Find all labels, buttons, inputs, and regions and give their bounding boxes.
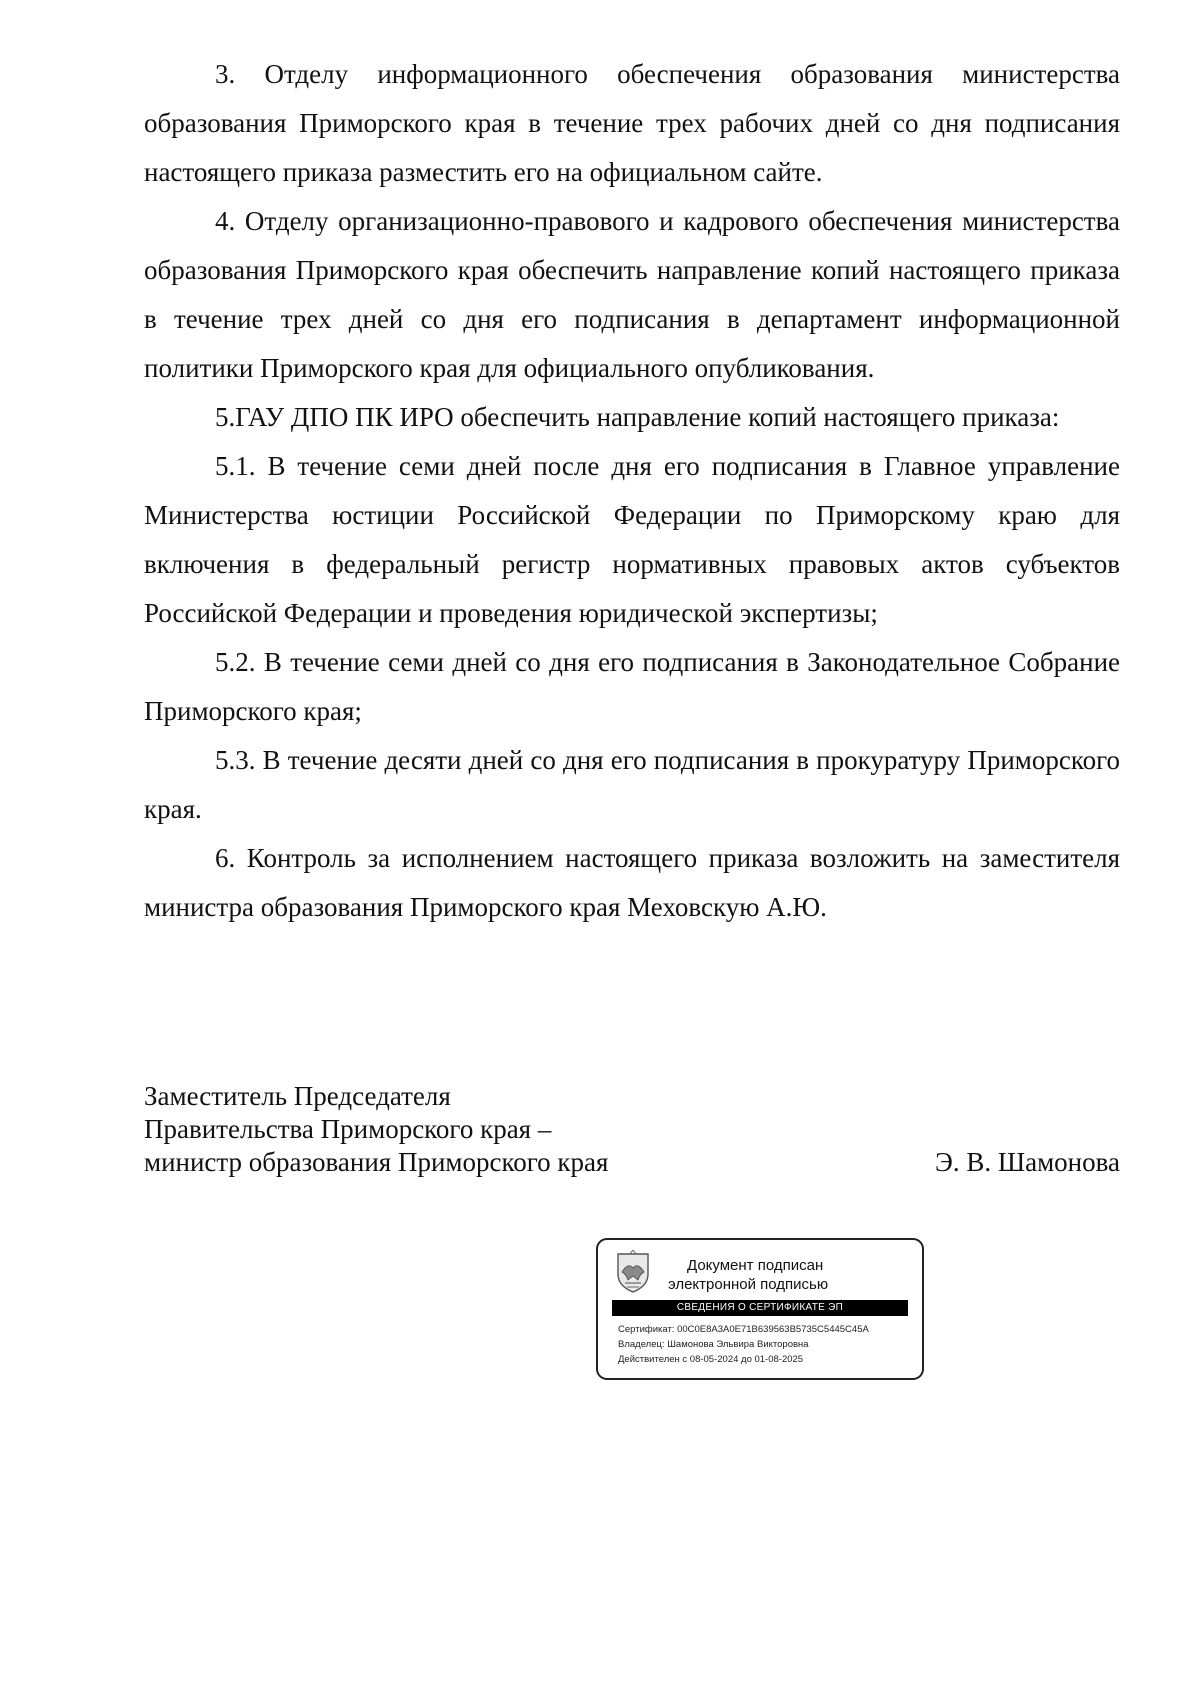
paragraph-3: 3. Отделу информационного обеспечения образования министерства образования Приморского края в течение трех рабочих дней со дня подписания настоящего приказа разместить его на официальном сайте. <box>144 59 1120 187</box>
signatory-position-line-3: министр образования Приморского края <box>144 1147 609 1177</box>
signature-block <box>144 1080 1120 1179</box>
signatory-position-line-1: Заместитель Председателя <box>144 1081 451 1111</box>
certificate-owner: Владелец: Шамонова Эльвира Викторовна <box>618 1339 809 1350</box>
stamp-title-line-1: Документ подписан <box>687 1257 824 1274</box>
paragraph-5: 5.ГАУ ДПО ПК ИРО обеспечить направление копий настоящего приказа: <box>215 402 1060 432</box>
stamp-title-line-2: электронной подписью <box>668 1276 829 1293</box>
paragraph-5-2: 5.2. В течение семи дней со дня его подписания в Законодательное Собрание Приморского края; <box>144 647 1120 726</box>
coat-of-arms-icon <box>612 1250 654 1294</box>
signatory-position-line-2: Правительства Приморского края – <box>144 1114 552 1144</box>
stamp-title <box>668 1256 908 1294</box>
certificate-info-bar: СВЕДЕНИЯ О СЕРТИФИКАТЕ ЭП <box>612 1300 908 1316</box>
certificate-validity: Действителен с 08-05-2024 до 01-08-2025 <box>618 1354 804 1365</box>
certificate-number: Сертификат: 00C0E8A3A0E71B639563B5735C5445C45A <box>618 1324 869 1335</box>
paragraph-6: 6. Контроль за исполнением настоящего приказа возложить на заместителя министра образования Приморского края Меховскую А.Ю. <box>144 843 1120 922</box>
paragraph-5-1: 5.1. В течение семи дней после дня его подписания в Главное управление Министерства юстиции Российской Федерации по Приморскому краю для включения в федеральный регистр нормативных правовых актов субъектов Российской Федерации и проведения юридической экспертизы; <box>144 451 1120 628</box>
paragraph-5-3: 5.3. В течение десяти дней со дня его подписания в прокуратуру Приморского края. <box>144 745 1120 824</box>
electronic-signature-stamp <box>596 1238 924 1380</box>
paragraph-4: 4. Отделу организационно-правового и кадрового обеспечения министерства образования Приморского края обеспечить направление копий настоящего приказа в течение трех дней со дня его подписания в департамент информационной политики Приморского края для официального опубликования. <box>144 206 1120 383</box>
document-body <box>144 50 1120 932</box>
certificate-details <box>618 1322 918 1367</box>
signatory-name: Э. В. Шамонова <box>935 1147 1120 1177</box>
